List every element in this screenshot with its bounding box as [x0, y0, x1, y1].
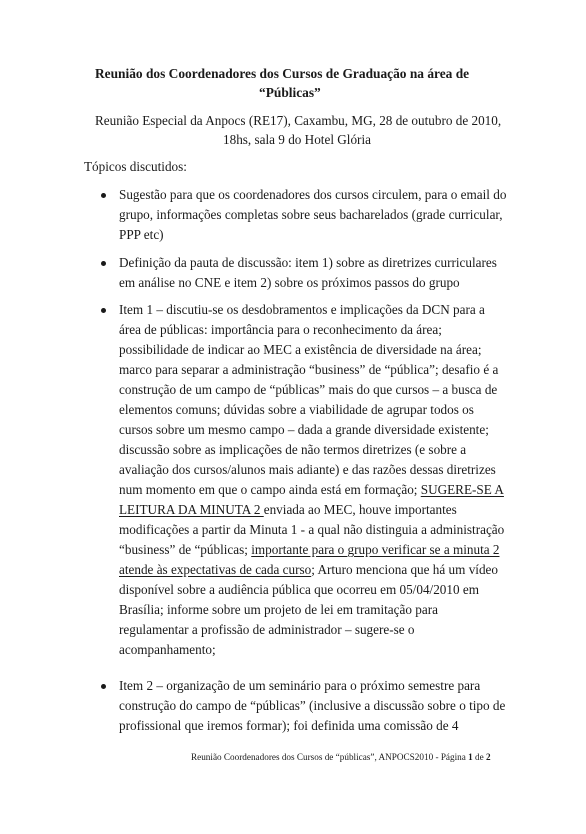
document-title-line-1: Reunião dos Coordenadores dos Cursos de Graduação na área de [95, 66, 470, 81]
bullet-3-line: possibilidade de indicar ao MEC a existência de diversidade na área; [119, 342, 482, 357]
document-subtitle-line-1: Reunião Especial da Anpocs (RE17), Caxambu, MG, 28 de outubro de 2010, [95, 113, 502, 128]
bullet-3-line: Item 1 – discutiu-se os desdobramentos e implicações da DCN para a [119, 302, 485, 317]
underlined-emphasis: atende às expectativas de cada curso [119, 562, 312, 577]
bullet-3-line: disponível sobre a audiência pública que ocorreu em 05/04/2010 em [119, 582, 479, 597]
bullet-point [101, 308, 106, 313]
underlined-emphasis: LEITURA DA MINUTA 2 [119, 502, 264, 517]
bullet-4-line-3: profissional que iremos formar); foi definida uma comissão de 4 [119, 718, 459, 733]
bullet-3-line: modificações a partir da Minuta 1 - a qual não distinguia a administração [119, 522, 505, 537]
bullet-3-text: “business” de “públicas; [119, 542, 252, 557]
bullet-3-text: num momento em que o campo ainda está em formação; [119, 482, 421, 497]
page-number-total: 2 [485, 752, 491, 762]
bullet-3-line [119, 562, 498, 578]
underlined-emphasis: importante para o grupo verificar se a minuta 2 [251, 542, 500, 557]
bullet-3-line: área de públicas: importância para o reconhecimento da área; [119, 322, 442, 337]
bullet-2-line-2: em análise no CNE e item 2) sobre os próximos passos do grupo [119, 275, 460, 290]
bullet-3-line: cursos sobre um mesmo campo – dada a grande diversidade existente; [119, 422, 489, 437]
document-subtitle-line-2: 18hs, sala 9 do Hotel Glória [223, 132, 371, 147]
bullet-2-line-1: Definição da pauta de discussão: item 1) sobre as diretrizes curriculares [119, 255, 497, 270]
footer-of-word: de [472, 752, 486, 762]
footer-text: Reunião Coordenadores dos Cursos de “públicas”, ANPOCS2010 - Página [191, 752, 469, 762]
bullet-1-line-2: grupo, informações completas sobre seus bacharelados (grade curricular, [119, 207, 503, 222]
bullet-3-line: marco para separar a administração “business” de “pública”; desafio é a [119, 362, 499, 377]
bullet-point [101, 684, 106, 689]
bullet-3-line: discussão sobre as implicações de não termos diretrizes (e sobre a [119, 442, 467, 457]
underlined-emphasis: SUGERE-SE A [420, 482, 504, 497]
bullet-point [101, 261, 106, 266]
bullet-3-line [119, 502, 457, 518]
bullet-3-line: regulamentar a profissão de administrador – sugere-se o [119, 622, 415, 637]
page-footer [191, 751, 491, 763]
bullet-3-text: enviada ao MEC, houve importantes [263, 502, 457, 517]
bullet-3-text: ; Arturo menciona que há um vídeo [311, 562, 498, 577]
bullet-3-line: acompanhamento; [119, 642, 216, 657]
document-title-line-2: “Públicas” [259, 85, 321, 100]
section-heading: Tópicos discutidos: [84, 159, 187, 174]
bullet-3-line [119, 542, 500, 558]
bullet-3-line: elementos comuns; dúvidas sobre a viabilidade de agrupar todos os [119, 402, 474, 417]
bullet-1-line-3: PPP etc) [119, 227, 164, 242]
bullet-4-line-2: construção do campo de “públicas” (inclusive a discussão sobre o tipo de [119, 698, 506, 713]
page-number-current: 1 [468, 752, 473, 762]
bullet-1-line-1: Sugestão para que os coordenadores dos cursos circulem, para o email do [119, 187, 507, 202]
bullet-3-line: Brasília; informe sobre um projeto de lei em tramitação para [119, 602, 438, 617]
bullet-3-line [119, 482, 504, 498]
bullet-3-line: construção de um campo de “públicas” mais do que cursos – a busca de [119, 382, 498, 397]
bullet-3-line: avaliação dos cursos/alunos mais adiante) e das razões dessas diretrizes [119, 462, 496, 477]
bullet-4-line-1: Item 2 – organização de um seminário para o próximo semestre para [119, 678, 481, 693]
bullet-point [101, 193, 106, 198]
